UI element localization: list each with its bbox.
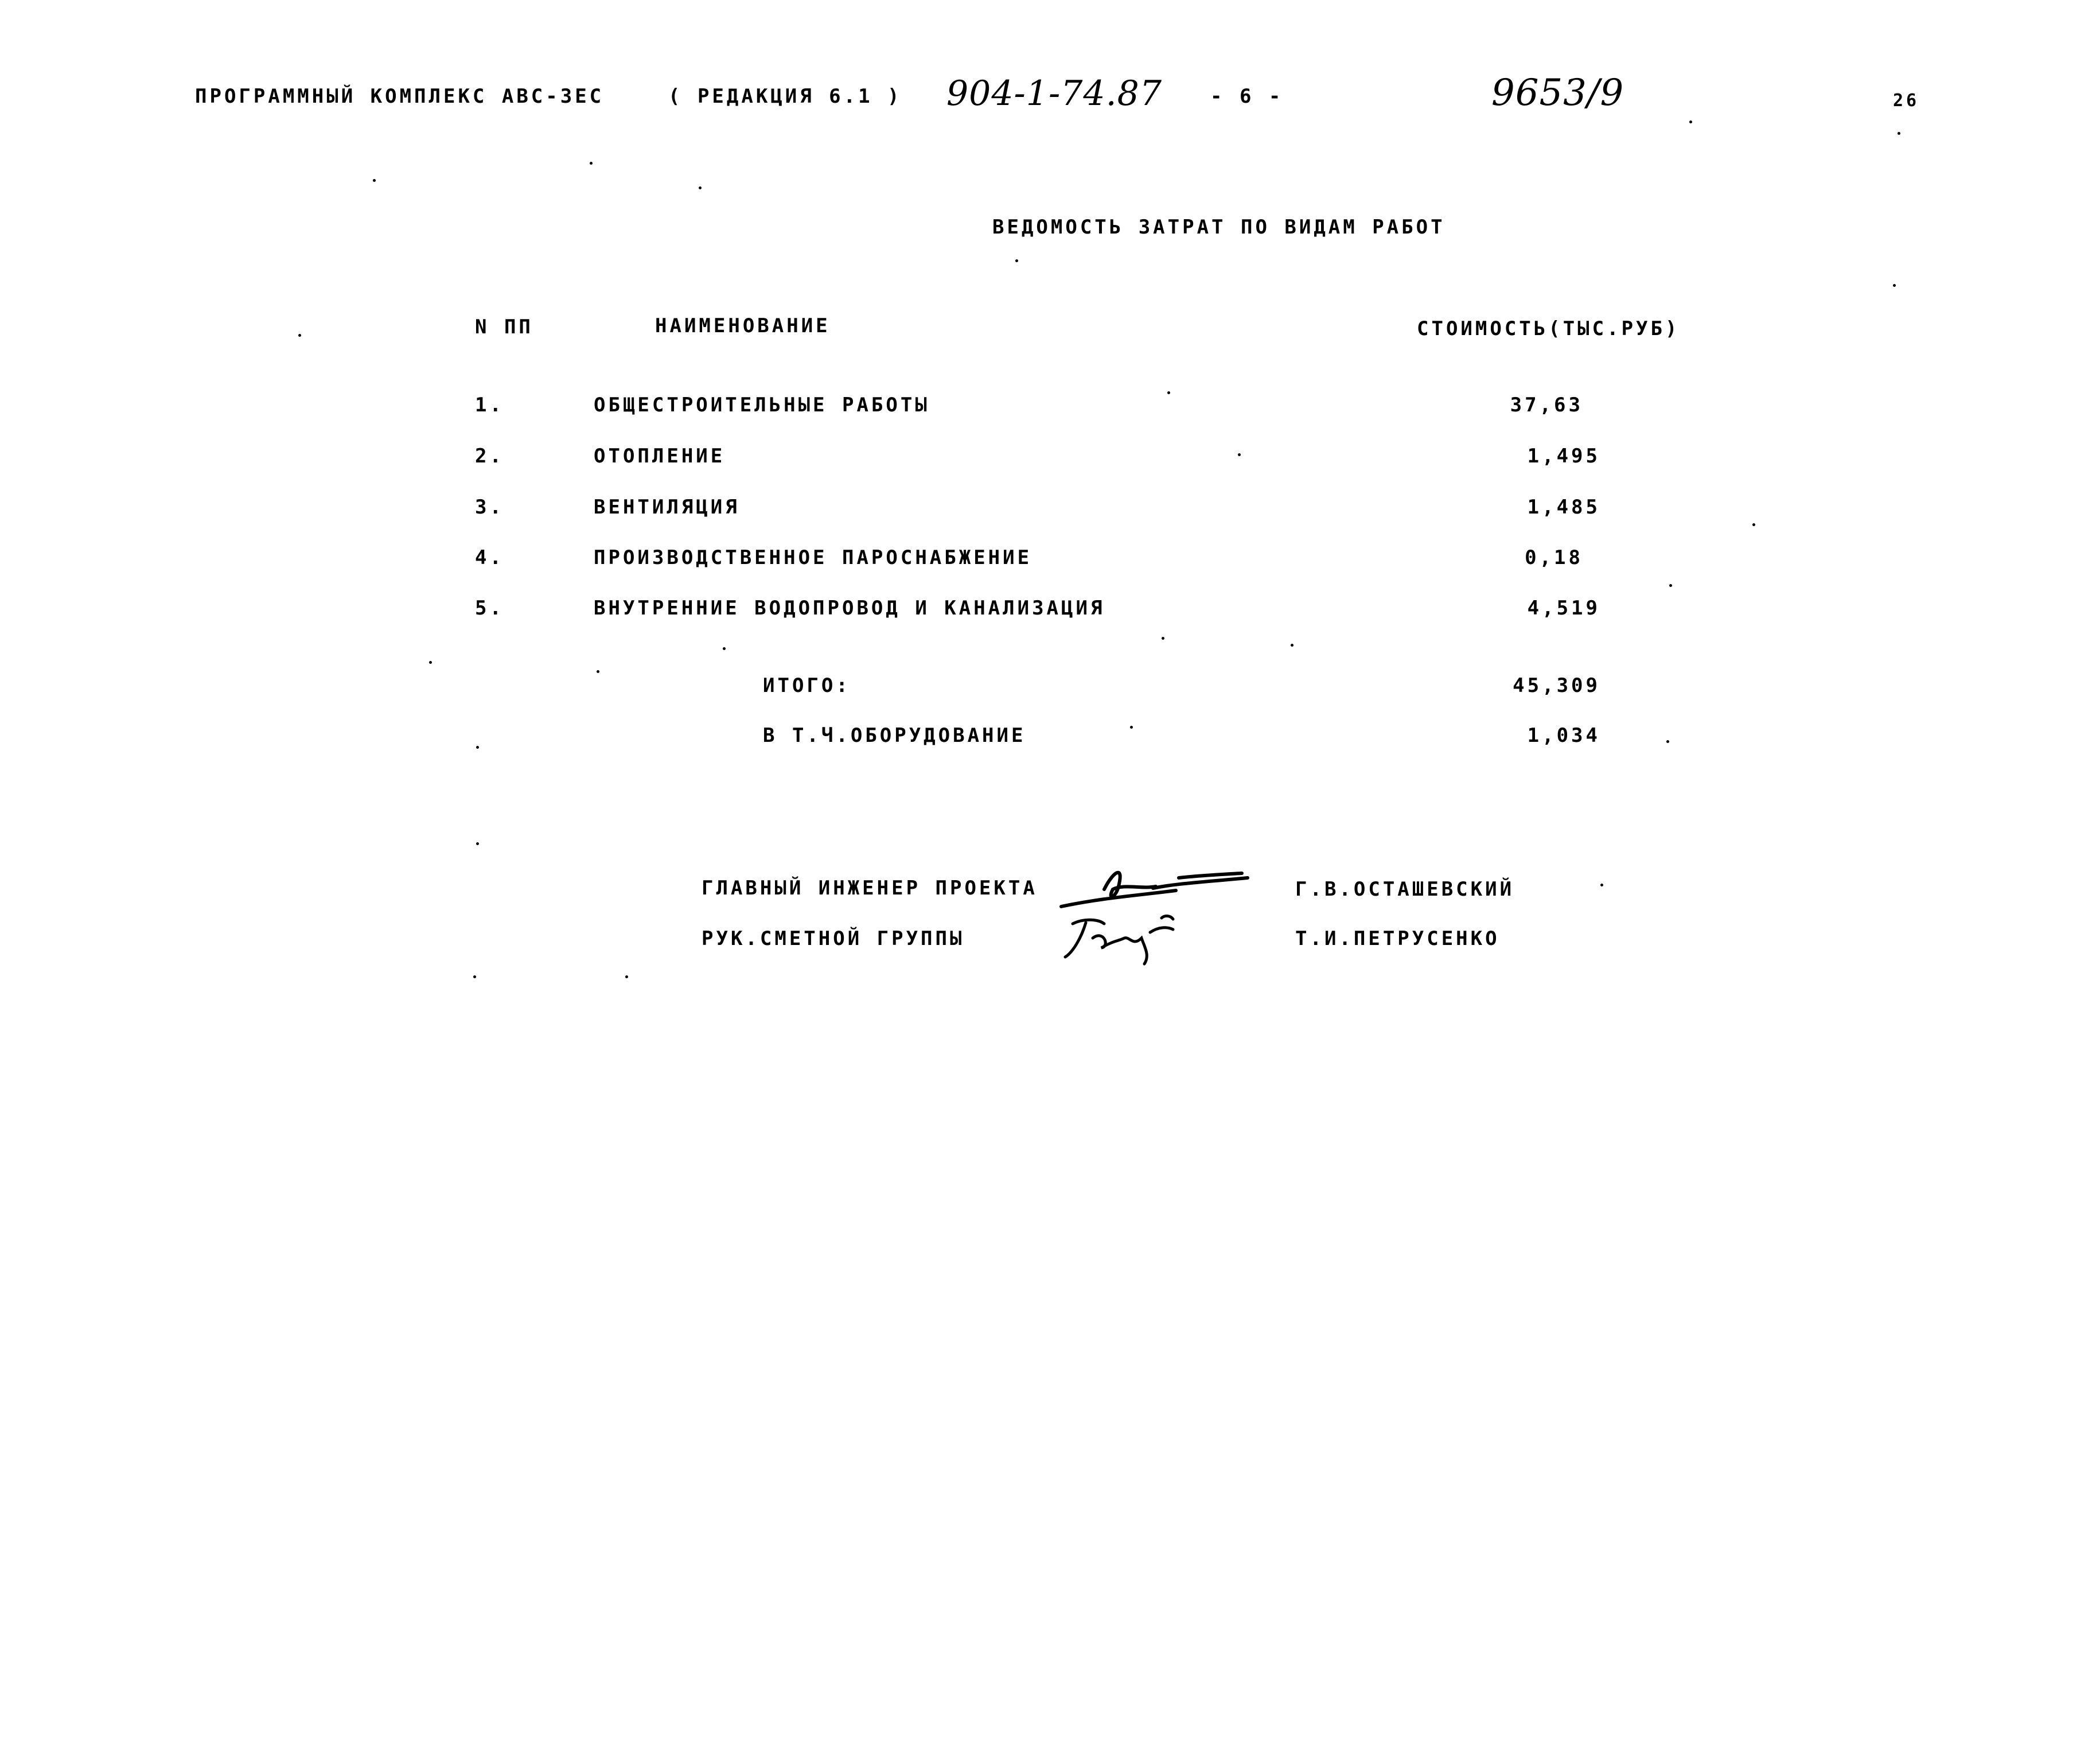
row-cost: 4,519 [1527,597,1600,620]
row-cost: 1,485 [1527,496,1600,519]
row-name: ВЕНТИЛЯЦИЯ [594,496,740,519]
total-value: 45,309 [1513,674,1600,697]
page-marker: - 6 - [1210,85,1284,108]
column-header-name: НАИМЕНОВАНИЕ [655,314,831,337]
page-number: 26 [1893,91,1920,111]
column-header-cost: СТОИМОСТЬ(ТЫС.РУБ) [1417,317,1680,340]
row-number: 1. [475,394,504,417]
row-name: ПРОИЗВОДСТВЕННОЕ ПАРОСНАБЖЕНИЕ [594,546,1033,569]
row-cost: 1,495 [1527,445,1600,468]
project-code: 904-1-74.87 [946,73,1163,114]
estimate-head-signature [1058,907,1196,970]
equipment-label: В Т.Ч.ОБОРУДОВАНИЕ [763,724,1026,747]
total-label: ИТОГО: [763,674,851,697]
chief-engineer-name: Г.В.ОСТАШЕВСКИЙ [1295,878,1515,901]
program-label: ПРОГРАММНЫЙ КОМПЛЕКС АВС-3ЕС [195,85,605,108]
row-cost: 0,18 [1525,546,1583,569]
estimate-head-title: РУК.СМЕТНОЙ ГРУППЫ [702,927,965,950]
sheet-reference: 9653/9 [1491,72,1624,114]
row-cost: 37,63 [1510,394,1583,417]
row-name: ОТОПЛЕНИЕ [594,445,726,468]
row-number: 2. [475,445,504,468]
row-number: 4. [475,546,504,569]
edition-label: ( РЕДАКЦИЯ 6.1 ) [668,85,902,108]
estimate-head-name: Т.И.ПЕТРУСЕНКО [1295,927,1500,950]
row-name: ОБЩЕСТРОИТЕЛЬНЫЕ РАБОТЫ [594,394,930,417]
row-number: 5. [475,597,504,620]
equipment-value: 1,034 [1527,724,1600,747]
row-name: ВНУТРЕННИЕ ВОДОПРОВОД И КАНАЛИЗАЦИЯ [594,597,1105,620]
row-number: 3. [475,496,504,519]
document-title: ВЕДОМОСТЬ ЗАТРАТ ПО ВИДАМ РАБОТ [992,216,1446,239]
column-header-num: N ПП [475,316,533,339]
chief-engineer-title: ГЛАВНЫЙ ИНЖЕНЕР ПРОЕКТА [702,877,1038,900]
